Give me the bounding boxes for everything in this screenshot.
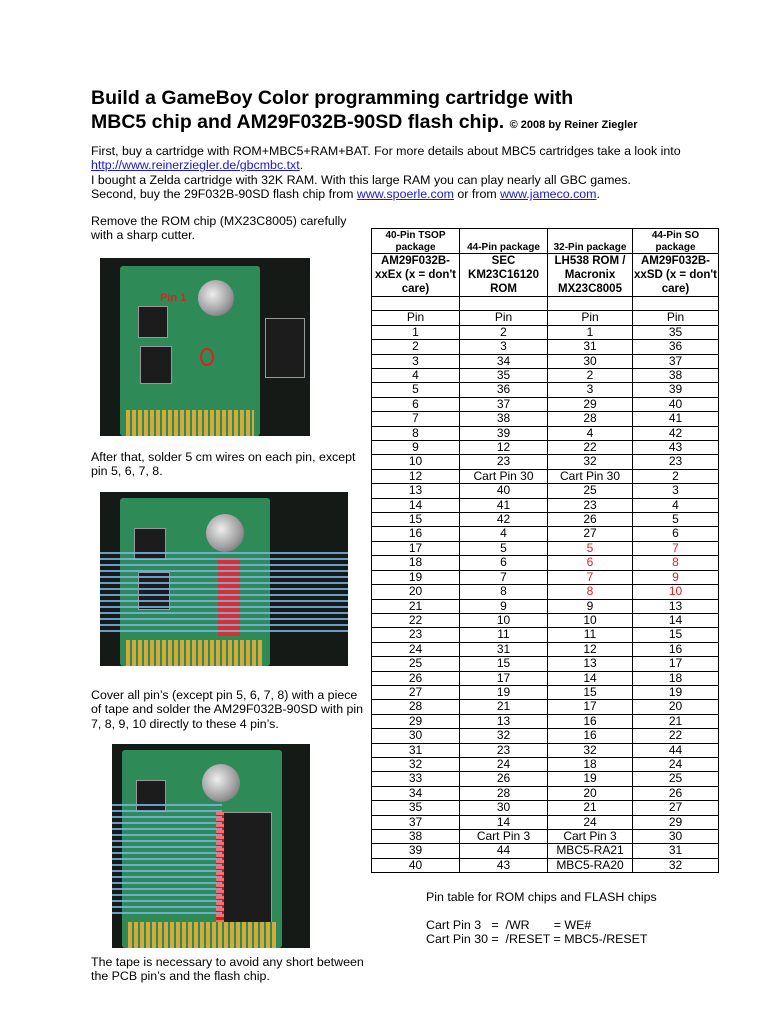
table-cell: 4 (460, 527, 548, 541)
table-cell: 16 (548, 729, 633, 743)
table-cell: 3 (372, 354, 460, 368)
table-cell: 36 (460, 383, 548, 397)
table-row (372, 714, 719, 728)
pin-table (371, 228, 719, 873)
table-row (372, 369, 719, 383)
table-cell: 29 (633, 815, 719, 829)
intro-paragraph-2: I bought a Zelda cartridge with 32K RAM. With this large RAM you can play nearly all GBC games. (91, 172, 631, 187)
table-cell: 26 (460, 772, 548, 786)
table-cell: 25 (372, 657, 460, 671)
table-cell: 5 (633, 513, 719, 527)
title-line-2 (91, 110, 751, 137)
pin-notes (426, 918, 648, 947)
table-cell: 24 (372, 642, 460, 656)
table-cell: 9 (372, 441, 460, 455)
table-cell: 13 (548, 657, 633, 671)
table-cell: 38 (633, 369, 719, 383)
table-cell: 5 (372, 383, 460, 397)
table-cell: 32 (548, 455, 633, 469)
table-cell: 40 (633, 397, 719, 411)
table-cell: MBC5-RA20 (548, 858, 633, 872)
table-cell: 28 (548, 412, 633, 426)
table-cell: 29 (548, 397, 633, 411)
table-cell: 6 (460, 556, 548, 570)
table-cell: 14 (633, 613, 719, 627)
table-cell: 28 (460, 786, 548, 800)
link-jameco[interactable]: www.jameco.com (500, 187, 597, 202)
table-cell: 42 (633, 426, 719, 440)
table-row (372, 642, 719, 656)
table-cell: 21 (460, 700, 548, 714)
table-cell: 32 (633, 858, 719, 872)
table-cell: 21 (548, 801, 633, 815)
table-cell: 9 (633, 570, 719, 584)
pin-label-cell: Pin (633, 311, 719, 325)
table-cell: 13 (372, 484, 460, 498)
table-cell: 27 (633, 801, 719, 815)
copyright: © 2008 by Reiner Ziegler (509, 119, 638, 131)
removed-rom-chip (265, 318, 305, 378)
intro-text (91, 144, 691, 202)
table-cell: 32 (548, 743, 633, 757)
table-cell: 1 (372, 325, 460, 339)
table-row (372, 628, 719, 642)
table-cell: 35 (460, 369, 548, 383)
table-cell: 29 (372, 714, 460, 728)
table-row (372, 469, 719, 483)
table-row (372, 484, 719, 498)
table-cell: 24 (460, 757, 548, 771)
chip-name-cell: AM29F032B-xxSD (x = don't care) (634, 255, 717, 295)
table-cell: 23 (460, 455, 548, 469)
table-cell: 15 (372, 513, 460, 527)
step-1-text: Remove the ROM chip (MX23C8005) carefully with a sharp cutter. (91, 214, 347, 243)
pin-label-cell: Pin (460, 311, 548, 325)
pin-marker-circle (200, 348, 214, 366)
link-gbcmbc[interactable]: http://www.reinerziegler.de/gbcmbc.txt (91, 158, 300, 173)
table-cell: 9 (548, 599, 633, 613)
ram-chip (140, 346, 172, 384)
photo-flash-chip (112, 744, 310, 948)
table-row (372, 513, 719, 527)
table-row (372, 815, 719, 829)
table-cell: 4 (633, 498, 719, 512)
table-cell: 7 (633, 541, 719, 555)
chip-name-cell: AM29F032B-xxEx (x = don't care) (372, 254, 460, 297)
table-cell: 20 (548, 786, 633, 800)
photo-rom-removal (100, 258, 310, 436)
table-cell: 39 (460, 426, 548, 440)
link-spoerle[interactable]: www.spoerle.com (356, 187, 454, 202)
table-cell: 7 (460, 570, 548, 584)
table-cell: 26 (548, 513, 633, 527)
table-cell: 11 (460, 628, 548, 642)
header-cell: 44-Pin SO package (633, 229, 719, 254)
table-cell: 42 (460, 513, 548, 527)
table-row (372, 455, 719, 469)
intro-paragraph-1 (91, 144, 691, 173)
table-cell: 10 (548, 613, 633, 627)
header-cell: 40-Pin TSOP package (372, 229, 460, 254)
blue-wires (100, 552, 348, 632)
table-cell: 14 (372, 498, 460, 512)
table-cell: 18 (548, 757, 633, 771)
table-cell: 3 (460, 340, 548, 354)
photo-wires (100, 492, 348, 666)
table-cell: 9 (460, 599, 548, 613)
table-cell: 12 (372, 469, 460, 483)
table-cell: 26 (633, 786, 719, 800)
table-cell: 12 (460, 441, 548, 455)
table-cell: 32 (372, 757, 460, 771)
table-row (372, 700, 719, 714)
table-cell: 7 (372, 412, 460, 426)
table-cell: 28 (372, 700, 460, 714)
table-cell: 16 (372, 527, 460, 541)
table-cell: 41 (460, 498, 548, 512)
table-cell: 5 (548, 541, 633, 555)
table-cell: 8 (548, 585, 633, 599)
battery-2 (206, 514, 244, 552)
table-cell: Cart Pin 30 (548, 469, 633, 483)
table-cell: 10 (633, 585, 719, 599)
table-cell: 40 (372, 858, 460, 872)
table-cell: 44 (460, 844, 548, 858)
table-cell: 40 (460, 484, 548, 498)
table-cell: 11 (548, 628, 633, 642)
table-cell: 37 (372, 815, 460, 829)
table-row (372, 657, 719, 671)
table-cell: 10 (460, 613, 548, 627)
table-row (372, 801, 719, 815)
table-cell: 15 (633, 628, 719, 642)
table-cell: 14 (460, 815, 548, 829)
table-cell: 27 (372, 685, 460, 699)
table-cell: MBC5-RA21 (548, 844, 633, 858)
table-caption: Pin table for ROM chips and FLASH chips (426, 890, 657, 904)
table-cell: 1 (548, 325, 633, 339)
table-row (372, 570, 719, 584)
title-line-2-text: MBC5 chip and AM29F032B-90SD flash chip. (91, 111, 505, 133)
header-cell: 44-Pin package (460, 229, 548, 254)
table-cell: 3 (633, 484, 719, 498)
table-row (372, 325, 719, 339)
table-cell: 30 (372, 729, 460, 743)
table-cell: 14 (548, 671, 633, 685)
pin-label-cell: Pin (372, 311, 460, 325)
table-row (372, 556, 719, 570)
table-cell: 18 (372, 556, 460, 570)
table-cell: 6 (548, 556, 633, 570)
table-cell: 31 (460, 642, 548, 656)
table-cell: 35 (633, 325, 719, 339)
table-row (372, 354, 719, 368)
note-wr: Cart Pin 3 = /WR = WE# (426, 918, 592, 932)
table-row (372, 786, 719, 800)
table-cell: 10 (372, 455, 460, 469)
table-row (372, 498, 719, 512)
table-row (372, 599, 719, 613)
table-row (372, 772, 719, 786)
table-pin-label-row (372, 311, 719, 325)
header-cell: 32-Pin package (548, 229, 633, 254)
battery-3 (202, 764, 240, 802)
step-3-text: Cover all pin’s (except pin 5, 6, 7, 8) with a piece of tape and solder the AM29F032B-90SD with pin 7, 8, 9, 10 directly to these 4 pin’s. (91, 688, 364, 731)
table-cell: 23 (548, 498, 633, 512)
table-cell: 8 (460, 585, 548, 599)
intro-p1-text: First, buy a cartridge with ROM+MBC5+RAM+BAT. For more details about MBC5 cartridges take a look into (91, 144, 681, 158)
table-cell: 6 (633, 527, 719, 541)
mbc5-chip (138, 306, 168, 338)
table-cell: 19 (548, 772, 633, 786)
table-cell: 21 (372, 599, 460, 613)
pin-1-label: Pin 1 (160, 292, 187, 304)
table-row (372, 613, 719, 627)
pcb-board (120, 266, 260, 436)
table-cell: 25 (548, 484, 633, 498)
table-cell: 17 (460, 671, 548, 685)
table-row (372, 340, 719, 354)
table-cell: 39 (633, 383, 719, 397)
table-cell: 17 (548, 700, 633, 714)
intro-p3-mid: or from (453, 187, 501, 202)
table-cell: 22 (548, 441, 633, 455)
table-row (372, 412, 719, 426)
edge-connector-3 (128, 922, 276, 948)
table-row (372, 729, 719, 743)
edge-connector-2 (126, 640, 264, 666)
blank-cell (548, 297, 633, 311)
table-cell: 21 (633, 714, 719, 728)
flash-chip (222, 812, 272, 924)
table-cell: 34 (460, 354, 548, 368)
table-cell: 22 (372, 613, 460, 627)
table-cell: 25 (633, 772, 719, 786)
table-cell: 13 (633, 599, 719, 613)
table-cell: 15 (460, 657, 548, 671)
table-cell: 4 (372, 369, 460, 383)
table-cell: 34 (372, 786, 460, 800)
table-row (372, 743, 719, 757)
table-cell: 20 (372, 585, 460, 599)
intro-p3-text: Second, buy the 29F032B-90SD flash chip from (91, 187, 357, 202)
table-cell: 8 (372, 426, 460, 440)
table-cell: 7 (548, 570, 633, 584)
table-row (372, 426, 719, 440)
step-2-text: After that, solder 5 cm wires on each pin, except pin 5, 6, 7, 8. (91, 450, 356, 479)
table-cell: 38 (372, 830, 460, 844)
table-cell: 24 (548, 815, 633, 829)
table-cell: 35 (372, 801, 460, 815)
table-cell: 36 (633, 340, 719, 354)
table-cell: 17 (372, 541, 460, 555)
table-cell: 27 (548, 527, 633, 541)
table-cell: 39 (372, 844, 460, 858)
intro-p3-end: . (596, 187, 600, 202)
table-cell: 8 (633, 556, 719, 570)
table-cell: 23 (460, 743, 548, 757)
blank-cell (460, 297, 548, 311)
table-cell: 30 (633, 830, 719, 844)
table-row (372, 441, 719, 455)
table-cell: 31 (548, 340, 633, 354)
table-blank-row (372, 297, 719, 311)
table-row (372, 844, 719, 858)
table-cell: 24 (633, 757, 719, 771)
table-cell: 37 (633, 354, 719, 368)
table-cell: 23 (633, 455, 719, 469)
table-header-row (372, 229, 719, 254)
table-row (372, 397, 719, 411)
table-row (372, 383, 719, 397)
table-cell: 4 (548, 426, 633, 440)
table-cell: 20 (633, 700, 719, 714)
table-cell: 32 (460, 729, 548, 743)
chip-name-cell: SEC KM23C16120 ROM (460, 254, 548, 297)
page-title (91, 86, 751, 137)
table-row (372, 585, 719, 599)
table-row (372, 757, 719, 771)
table-cell: 2 (460, 325, 548, 339)
table-cell: 6 (372, 397, 460, 411)
pin-label-cell: Pin (548, 311, 633, 325)
chip-name-cell: LH538 ROM / Macronix MX23C8005 (548, 254, 633, 297)
table-cell: 37 (460, 397, 548, 411)
table-cell: 16 (633, 642, 719, 656)
table-cell: 31 (372, 743, 460, 757)
table-cell: Cart Pin 3 (460, 830, 548, 844)
blue-wires-2 (112, 804, 222, 914)
table-cell: 19 (633, 685, 719, 699)
table-cell: 23 (372, 628, 460, 642)
table-row (372, 858, 719, 872)
table-cell: 19 (372, 570, 460, 584)
table-cell: 2 (633, 469, 719, 483)
table-cell: 38 (460, 412, 548, 426)
table-cell: 16 (548, 714, 633, 728)
intro-p1-end: . (299, 158, 304, 173)
title-line-1: Build a GameBoy Color programming cartridge with (91, 87, 574, 109)
table-cell: Cart Pin 30 (460, 469, 548, 483)
table-cell: Cart Pin 3 (548, 830, 633, 844)
table-row (372, 685, 719, 699)
blank-cell (372, 297, 460, 311)
table-chip-names-row (372, 254, 719, 297)
table-cell: 2 (372, 340, 460, 354)
note-reset: Cart Pin 30 = /RESET = MBC5-/RESET (426, 932, 648, 947)
intro-paragraph-3 (91, 187, 691, 201)
table-cell: 3 (548, 383, 633, 397)
table-cell: 30 (548, 354, 633, 368)
table-cell: 41 (633, 412, 719, 426)
table-cell: 18 (633, 671, 719, 685)
table-cell: 43 (633, 441, 719, 455)
table-cell: 5 (460, 541, 548, 555)
table-cell: 30 (460, 801, 548, 815)
table-row (372, 541, 719, 555)
edge-connector (126, 410, 254, 436)
table-cell: 44 (633, 743, 719, 757)
table-row (372, 671, 719, 685)
battery (198, 280, 234, 316)
table-cell: 17 (633, 657, 719, 671)
table-cell: 12 (548, 642, 633, 656)
table-row (372, 527, 719, 541)
table-cell: 15 (548, 685, 633, 699)
table-cell: 26 (372, 671, 460, 685)
step-4-text: The tape is necessary to avoid any short between the PCB pin’s and the flash chip. (91, 955, 364, 984)
table-cell: 43 (460, 858, 548, 872)
table-cell: 33 (372, 772, 460, 786)
table-cell: 13 (460, 714, 548, 728)
table-cell: 19 (460, 685, 548, 699)
blank-cell (633, 297, 719, 311)
table-cell: 31 (633, 844, 719, 858)
table-cell: 22 (633, 729, 719, 743)
table-row (372, 830, 719, 844)
table-cell: 2 (548, 369, 633, 383)
